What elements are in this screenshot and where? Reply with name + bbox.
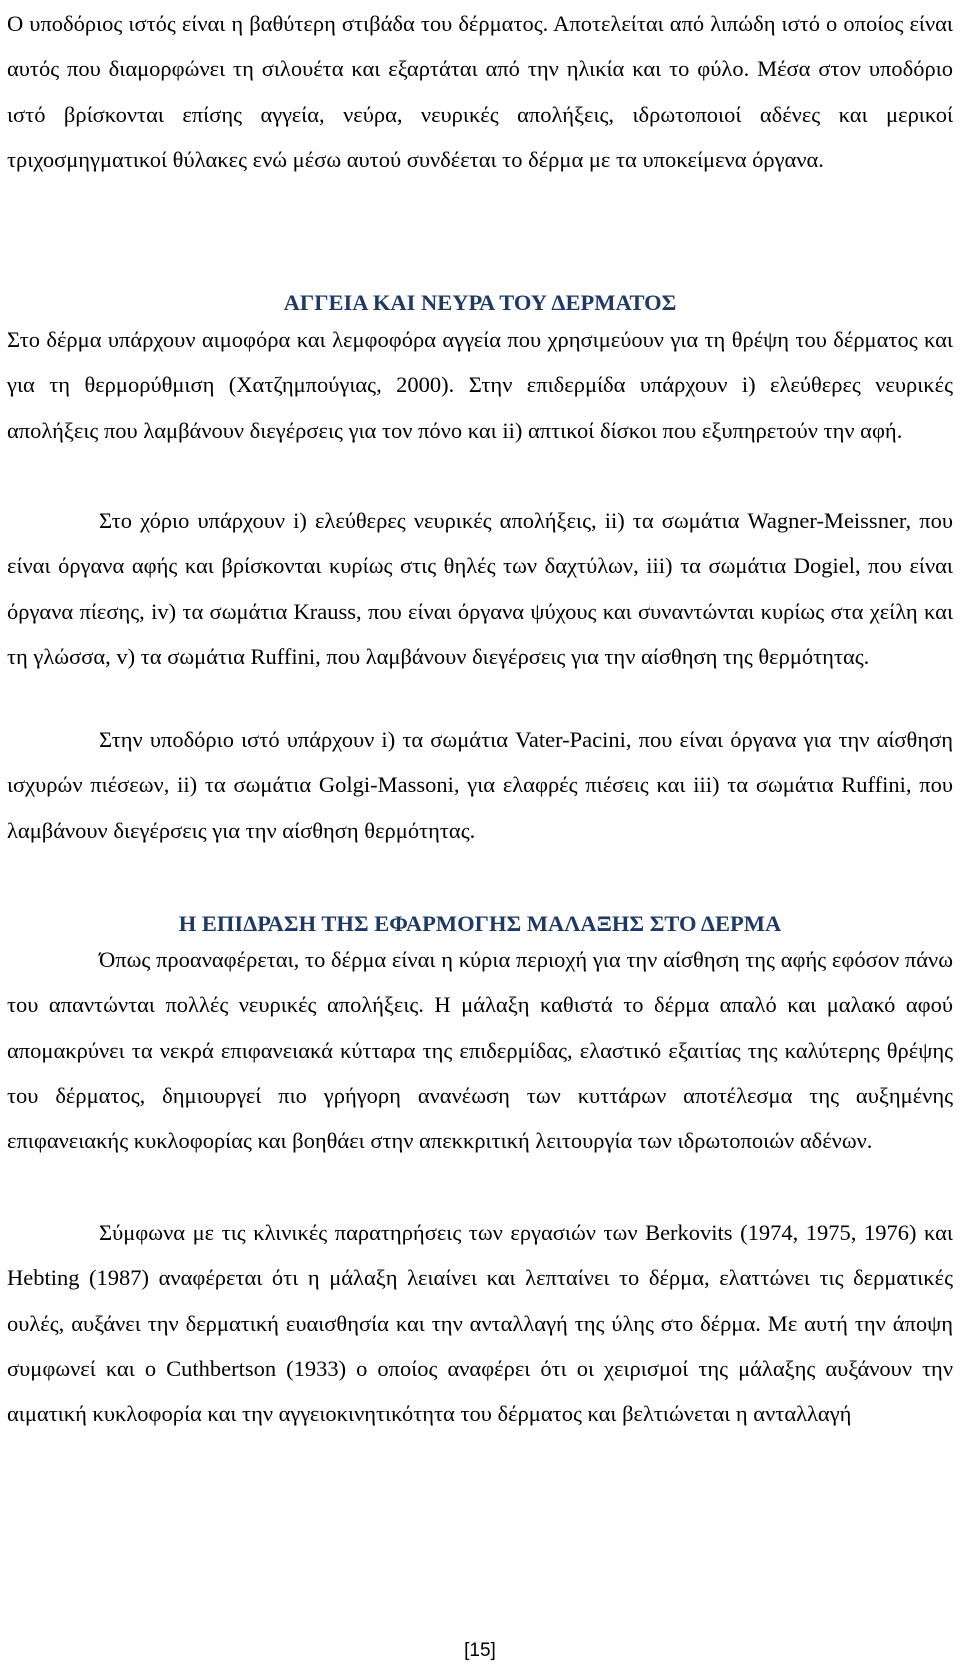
paragraph-subcutaneous-receptors: Στην υποδόριο ιστό υπάρχουν i) τα σωμάτια Vater-Pacini, που είναι όργανα για την αίσθηση ισχυρών πιέσεων, ii) τα σωμάτια Golgi-Massoni, για ελαφρές πιέσεις και iii) τα σωμάτια Ruffini, που λαμβάνουν διεγέρσεις για την αίσθηση θερμότητας.	[7, 727, 953, 843]
paragraph-vessels-epidermis: Στο δέρμα υπάρχουν αιμοφόρα και λεμφοφόρα αγγεία που χρησιμεύουν για τη θρέψη του δέρματος και για τη θερμορύθμιση (Χατζημπούγιας, 2000). Στην επιδερμίδα υπάρχουν i) ελεύθερες νευρικές απολήξεις που λαμβάνουν διεγέρσεις για τον πόνο και ii) απτικοί δίσκοι που εξυπηρετούν την αφή.	[7, 327, 953, 443]
heading-massage-effect: Η ΕΠΙΔΡΑΣΗ ΤΗΣ ΕΦΑΡΜΟΓΗΣ ΜΑΛΑΞΗΣ ΣΤΟ ΔΕΡΜΑ	[178, 911, 782, 936]
heading-vessels-and-nerves: ΑΓΓΕΙΑ ΚΑΙ ΝΕΥΡΑ ΤΟΥ ΔΕΡΜΑΤΟΣ	[283, 290, 677, 315]
page-number: [15]	[464, 1640, 496, 1661]
paragraph-dermis-receptors: Στο χόριο υπάρχουν i) ελεύθερες νευρικές απολήξεις, ii) τα σωμάτια Wagner-Meissner, που είναι όργανα αφής και βρίσκονται κυρίως στις θηλές των δαχτύλων, iii) τα σωμάτια Dogiel, που είναι όργανα πίεσης, iv) τα σωμάτια Krauss, που είναι όργανα ψύχους και συναντώνται κυρίως στα χείλη και τη γλώσσα, v) τα σωμάτια Ruffini, που λαμβάνουν διεγέρσεις για την αίσθηση της θερμότητας.	[7, 508, 953, 669]
paragraph-massage-skin-effects: Όπως προαναφέρεται, το δέρμα είναι η κύρια περιοχή για την αίσθηση της αφής εφόσον πάνω του απαντώνται πολλές νευρικές απολήξεις. Η μάλαξη καθιστά το δέρμα απαλό και μαλακό αφού απομακρύνει τα νεκρά επιφανειακά κύτταρα της επιδερμίδας, ελαστικό εξαιτίας της καλύτερης θρέψης του δέρματος, δημιουργεί πιο γρήγορη ανανέωση των κυττάρων αποτέλεσμα της αυξημένης επιφανειακής κυκλοφορίας και βοηθάει στην απεκκριτική λειτουργία των ιδρωτοποιών αδένων.	[7, 947, 953, 1154]
paragraph-clinical-observations: Σύμφωνα με τις κλινικές παρατηρήσεις των εργασιών των Berkovits (1974, 1975, 1976) και Hebting (1987) αναφέρεται ότι η μάλαξη λειαίνει και λεπταίνει το δέρμα, ελαττώνει τις δερματικές ουλές, αυξάνει την δερματική ευαισθησία και την ανταλλαγή της ύλης στο δέρμα. Με αυτή την άποψη συμφωνεί και ο Cuthbertson (1933) ο οποίος αναφέρει ότι οι χειρισμοί της μάλαξης αυξάνουν την αιματική κυκλοφορία και την αγγειοκινητικότητα του δέρματος και βελτιώνεται η ανταλλαγή	[7, 1220, 953, 1427]
document-page	[7, 0, 953, 1673]
paragraph-subcutaneous-tissue: Ο υποδόριος ιστός είναι η βαθύτερη στιβάδα του δέρματος. Αποτελείται από λιπώδη ιστό ο οποίος είναι αυτός που διαμορφώνει τη σιλουέτα και εξαρτάται από την ηλικία και το φύλο. Μέσα στον υποδόριο ιστό βρίσκονται επίσης αγγεία, νεύρα, νευρικές απολήξεις, ιδρωτοποιοί αδένες και μερικοί τριχοσμηγματικοί θύλακες ενώ μέσω αυτού συνδέεται το δέρμα με τα υποκείμενα όργανα.	[7, 11, 953, 172]
